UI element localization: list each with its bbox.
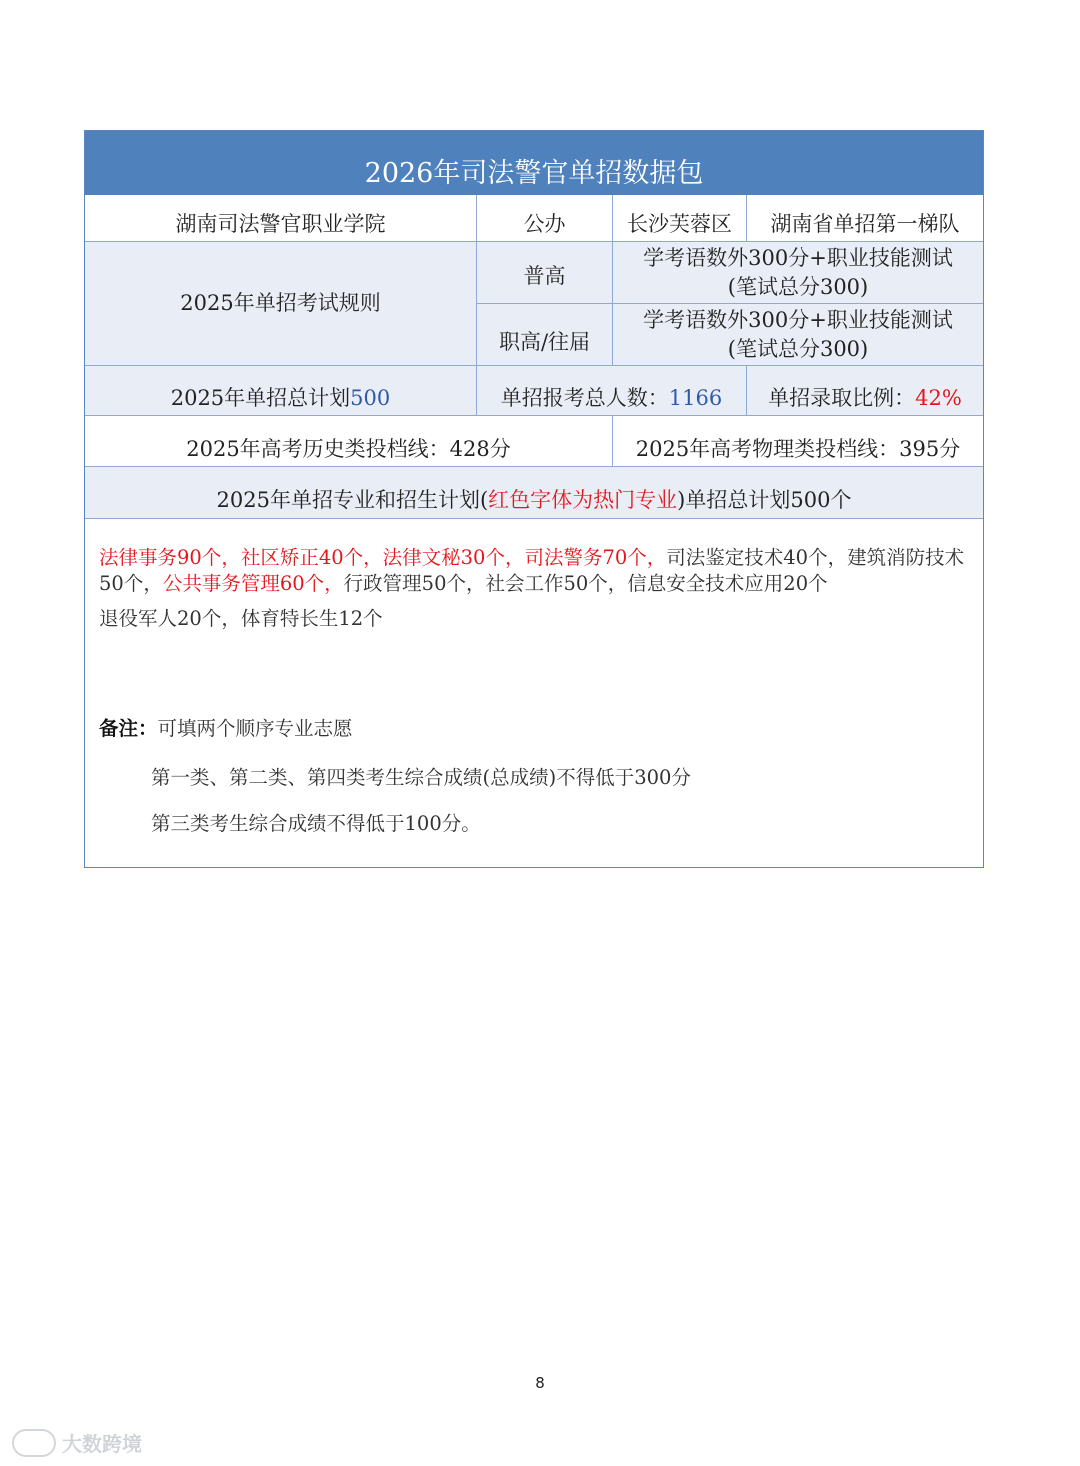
data-sheet: [84, 130, 984, 868]
majors-content: [99, 545, 971, 837]
total-plan-value: 500: [350, 386, 391, 411]
vocational-track-rule: [613, 304, 983, 366]
physics-cutoff: 2025年高考物理类投档线：395分: [613, 416, 983, 467]
majors-header-suffix: )单招总计划500个: [677, 488, 852, 513]
normal-majors-2: 行政管理50个，社会工作50个，信息安全技术应用20个: [343, 572, 828, 595]
vocational-rule-line1: 学考语数外300分+职业技能测试: [643, 308, 953, 333]
notes: [99, 716, 971, 742]
normal-majors-1: 司法鉴定技术40个，建筑消防技术50个，: [99, 546, 965, 595]
page-title: 2026年司法警官单招数据包: [85, 131, 983, 195]
ratio-value: 42%: [915, 386, 962, 411]
school-type: 公办: [477, 195, 613, 242]
majors-list: [99, 545, 971, 597]
general-rule-line1: 学考语数外300分+职业技能测试: [643, 246, 953, 271]
hot-majors-2: 公共事务管理60个，: [162, 572, 344, 595]
watermark: [12, 1428, 142, 1457]
history-cutoff: 2025年高考历史类投档线：428分: [85, 416, 613, 467]
notes-text: 可填两个顺序专业志愿: [157, 717, 353, 740]
vocational-track-label: 职高/往届: [477, 304, 613, 366]
applicants-label: 单招报考总人数：: [500, 386, 669, 411]
school-name: 湖南司法警官职业学院: [85, 195, 477, 242]
majors-header: [85, 467, 983, 519]
admission-ratio: [747, 366, 983, 416]
school-location: 长沙芙蓉区: [613, 195, 747, 242]
total-plan-label: 2025年单招总计划: [170, 386, 351, 411]
majors-header-prefix: 2025年单招专业和招生计划(: [216, 488, 489, 513]
ratio-label: 单招录取比例：: [768, 386, 916, 411]
applicants-value: 1166: [668, 386, 723, 411]
notes-line-2: 第三类考生综合成绩不得低于100分。: [151, 812, 481, 835]
watermark-logo-icon: [12, 1429, 56, 1457]
school-tier: 湖南省单招第一梯队: [747, 195, 983, 242]
general-rule-line2: (笔试总分300): [727, 274, 869, 299]
notes-line-1: 第一类、第二类、第四类考生综合成绩(总成绩)不得低于300分: [151, 766, 691, 789]
watermark-text: 大数跨境: [62, 1432, 142, 1456]
majors-header-hot: 红色字体为热门专业: [488, 488, 678, 513]
general-track-label: 普高: [477, 242, 613, 304]
general-track-rule: [613, 242, 983, 304]
hot-majors-1: 法律事务90个，社区矫正40个，法律文秘30个，司法警务70个，: [99, 546, 667, 569]
applicants: [477, 366, 747, 416]
page-number: 8: [535, 1374, 545, 1392]
total-plan: [85, 366, 477, 416]
vocational-rule-line2: (笔试总分300): [727, 336, 869, 361]
special-quota: 退役军人20个，体育特长生12个: [99, 607, 383, 630]
notes-label: 备注：: [99, 717, 158, 740]
rules-label: 2025年单招考试规则: [85, 242, 477, 366]
